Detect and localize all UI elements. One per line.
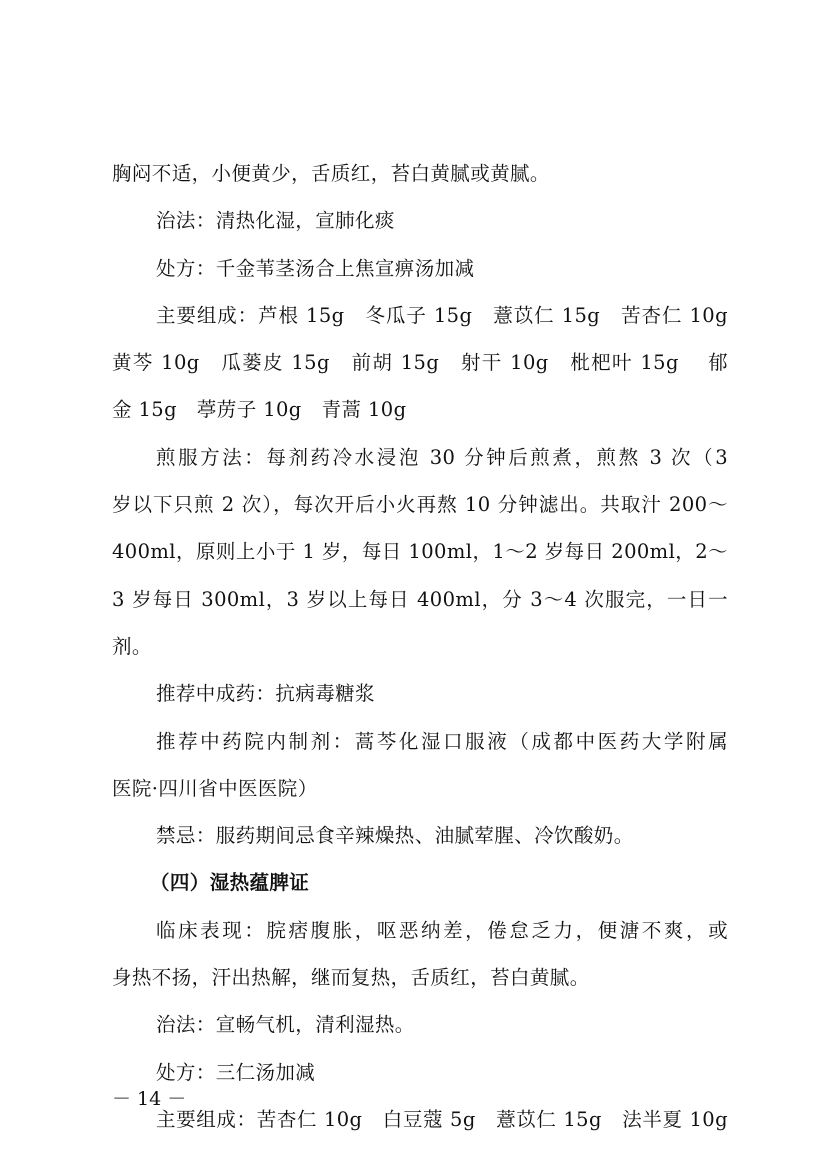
- text-line: 3 岁每日 300ml，3 岁以上每日 400ml，分 3～4 次服完，一日一: [112, 587, 728, 611]
- text-line: 处方：三仁汤加减: [156, 1060, 316, 1084]
- text-line: 主要组成：苦杏仁 10g 白豆蔻 5g 薏苡仁 15g 法半夏 10g: [156, 1107, 728, 1131]
- text-line: 剂。: [112, 634, 152, 658]
- text-line: 身热不扬，汗出热解，继而复热，舌质红，苔白黄腻。: [112, 966, 590, 990]
- text-line: 医院·四川省中医医院）: [112, 776, 318, 800]
- body-text: [112, 150, 728, 1143]
- text-line: 推荐中药院内制剂：蒿芩化湿口服液（成都中医药大学附属: [156, 729, 728, 753]
- text-line: 治法：宣畅气机，清利湿热。: [156, 1013, 415, 1037]
- text-line: 400ml，原则上小于 1 岁，每日 100ml，1～2 岁每日 200ml，2～: [112, 540, 728, 564]
- text-line: 金 15g 葶苈子 10g 青蒿 10g: [112, 398, 407, 422]
- section-heading: （四）湿热蕴脾证: [150, 871, 310, 895]
- text-line: 处方：千金苇茎汤合上焦宣痹汤加减: [156, 256, 475, 280]
- text-line: 煎服方法：每剂药冷水浸泡 30 分钟后煎煮，煎熬 3 次（3: [156, 445, 728, 469]
- text-line: 主要组成：芦根 15g 冬瓜子 15g 薏苡仁 15g 苦杏仁 10g: [156, 303, 728, 327]
- text-line: 临床表现：脘痞腹胀，呕恶纳差，倦怠乏力，便溏不爽，或: [156, 918, 728, 942]
- text-line: 治法：清热化湿，宣肺化痰: [156, 209, 395, 233]
- text-line: 岁以下只煎 2 次），每次开后小火再熬 10 分钟滤出。共取汁 200～: [112, 493, 728, 517]
- page-number: － 14 －: [112, 1088, 187, 1110]
- text-line: 推荐中成药：抗病毒糖浆: [156, 682, 375, 706]
- text-line: 禁忌：服药期间忌食辛辣燥热、油腻荤腥、冷饮酸奶。: [156, 824, 634, 848]
- text-line: 胸闷不适，小便黄少，舌质红，苔白黄腻或黄腻。: [112, 162, 550, 185]
- text-line: 黄芩 10g 瓜蒌皮 15g 前胡 15g 射干 10g 枇杷叶 15g 郁: [112, 351, 728, 375]
